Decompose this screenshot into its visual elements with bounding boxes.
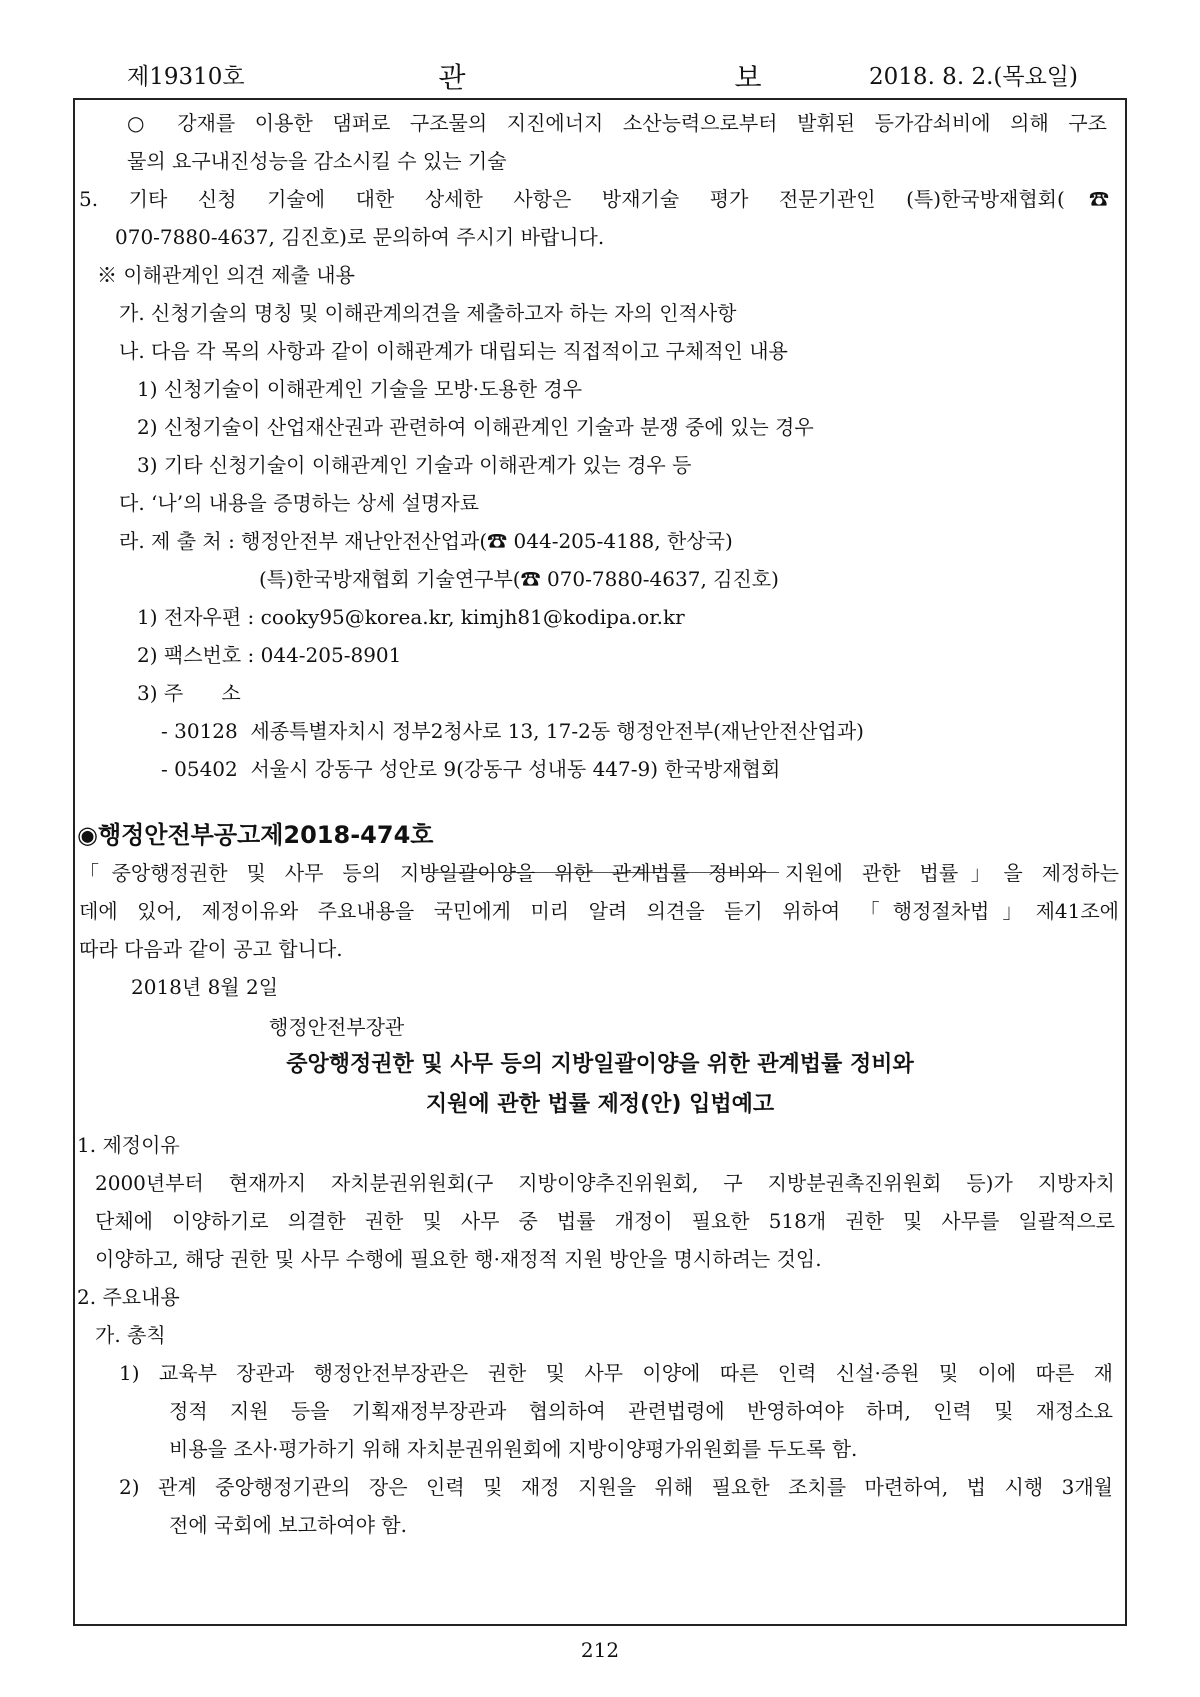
reason-line-2: 단체에 이양하기로 의결한 권한 및 사무 중 법률 개정이 필요한 518개 권한 및 사무를 일괄적으로: [95, 1209, 1115, 1233]
reason-heading: 1. 제정이유: [77, 1133, 180, 1157]
general-1-line-3: 비용을 조사·평가하기 위해 자치분권위원회에 지방이양평가위원회를 두도록 함.: [169, 1437, 858, 1461]
notice-date: 2018년 8월 2일: [131, 975, 279, 999]
reason-line-1: 2000년부터 현재까지 자치분권위원회(구 지방이양추진위원회, 구 지방분권촉진위원회 등)가 지방자치: [95, 1171, 1115, 1195]
bullet-line-1: ○ 강재를 이용한 댐퍼로 구조물의 지진에너지 소산능력으로부터 발휘된 등가감쇠비에 의해 구조: [127, 111, 1107, 135]
notice-title: ◉행정안전부공고제2018-474호: [77, 821, 434, 849]
notice-intro-1: 「중앙행정권한 및 사무 등의 지방일괄이양을 위한 관계법률 정비와 지원에 관한 법률」을 제정하는: [79, 861, 1119, 885]
address-2: - 05402 서울시 강동구 성안로 9(강동구 성내동 447-9) 한국방재협회: [161, 757, 781, 781]
notice-intro-3: 따라 다음과 같이 공고 합니다.: [79, 937, 343, 961]
issue-date: 2018. 8. 2.(목요일): [869, 64, 1078, 90]
note-ra-line-2: (특)한국방재협회 기술연구부(☎ 070-7880-4637, 김진호): [259, 567, 779, 591]
law-title-line-1: 중앙행정권한 및 사무 등의 지방일괄이양을 위한 관계법률 정비와: [286, 1052, 914, 1077]
general-2-line-1: 2) 관계 중앙행정기관의 장은 인력 및 재정 지원을 위해 필요한 조치를 마련하여, 법 시행 3개월: [119, 1475, 1113, 1499]
note-na-3: 3) 기타 신청기술이 이해관계인 기술과 이해관계가 있는 경우 등: [137, 453, 692, 477]
law-title-line-2: 지원에 관한 법률 제정(안) 입법예고: [425, 1092, 775, 1117]
notice-issuer: 행정안전부장관: [269, 1015, 405, 1039]
page-number: 212: [580, 1638, 620, 1662]
gazette-title: 관 보: [438, 61, 892, 94]
note-na-2: 2) 신청기술이 산업재산권과 관련하여 이해관계인 기술과 분쟁 중에 있는 경우: [137, 415, 814, 439]
item5-line-1: 5. 기타 신청 기술에 대한 상세한 사항은 방재기술 평가 전문기관인 (특)한국방재협회(☎: [79, 187, 1109, 211]
note-na: 나. 다음 각 목의 사항과 같이 이해관계가 대립되는 직접적이고 구체적인 내용: [119, 339, 788, 363]
item5-line-2: 070-7880-4637, 김진호)로 문의하여 주시기 바랍니다.: [115, 225, 605, 249]
bullet-line-2: 물의 요구내진성능을 감소시킬 수 있는 기술: [127, 149, 507, 173]
note-address-label: 3) 주 소: [137, 681, 241, 705]
note-na-1: 1) 신청기술이 이해관계인 기술을 모방·도용한 경우: [137, 377, 583, 401]
note-title: ※ 이해관계인 의견 제출 내용: [97, 263, 355, 287]
general-2-line-2: 전에 국회에 보고하여야 함.: [169, 1513, 407, 1537]
main-heading: 2. 주요내용: [77, 1285, 180, 1309]
note-da: 다. ‘나’의 내용을 증명하는 상세 설명자료: [119, 491, 479, 515]
note-ga: 가. 신청기술의 명칭 및 이해관계의견을 제출하고자 하는 자의 인적사항: [119, 301, 737, 325]
general-heading: 가. 총칙: [95, 1323, 166, 1347]
note-email: 1) 전자우편 : cooky95@korea.kr, kimjh81@kodipa.or.kr: [137, 605, 685, 629]
general-1-line-2: 정적 지원 등을 기획재정부장관과 협의하여 관련법령에 반영하여야 하며, 인력 및 재정소요: [169, 1399, 1113, 1423]
reason-line-3: 이양하고, 해당 권한 및 사무 수행에 필요한 행·재정적 지원 방안을 명시하려는 것임.: [95, 1247, 822, 1271]
note-ra-line-1: 라. 제 출 처 : 행정안전부 재난안전산업과(☎ 044-205-4188, 한상국): [119, 529, 733, 553]
general-1-line-1: 1) 교육부 장관과 행정안전부장관은 권한 및 사무 이양에 따른 인력 신설·증원 및 이에 따른 재: [119, 1361, 1113, 1385]
note-fax: 2) 팩스번호 : 044-205-8901: [137, 643, 402, 667]
page-frame: [73, 98, 1127, 1626]
issue-number: 제19310호: [127, 64, 245, 90]
address-1: - 30128 세종특별자치시 정부2청사로 13, 17-2동 행정안전부(재난안전산업과): [161, 719, 864, 743]
gazette-header: [0, 58, 1200, 94]
notice-intro-2: 데에 있어, 제정이유와 주요내용을 국민에게 미리 알려 의견을 듣기 위하여 「행정절차법」제41조에: [79, 899, 1119, 923]
